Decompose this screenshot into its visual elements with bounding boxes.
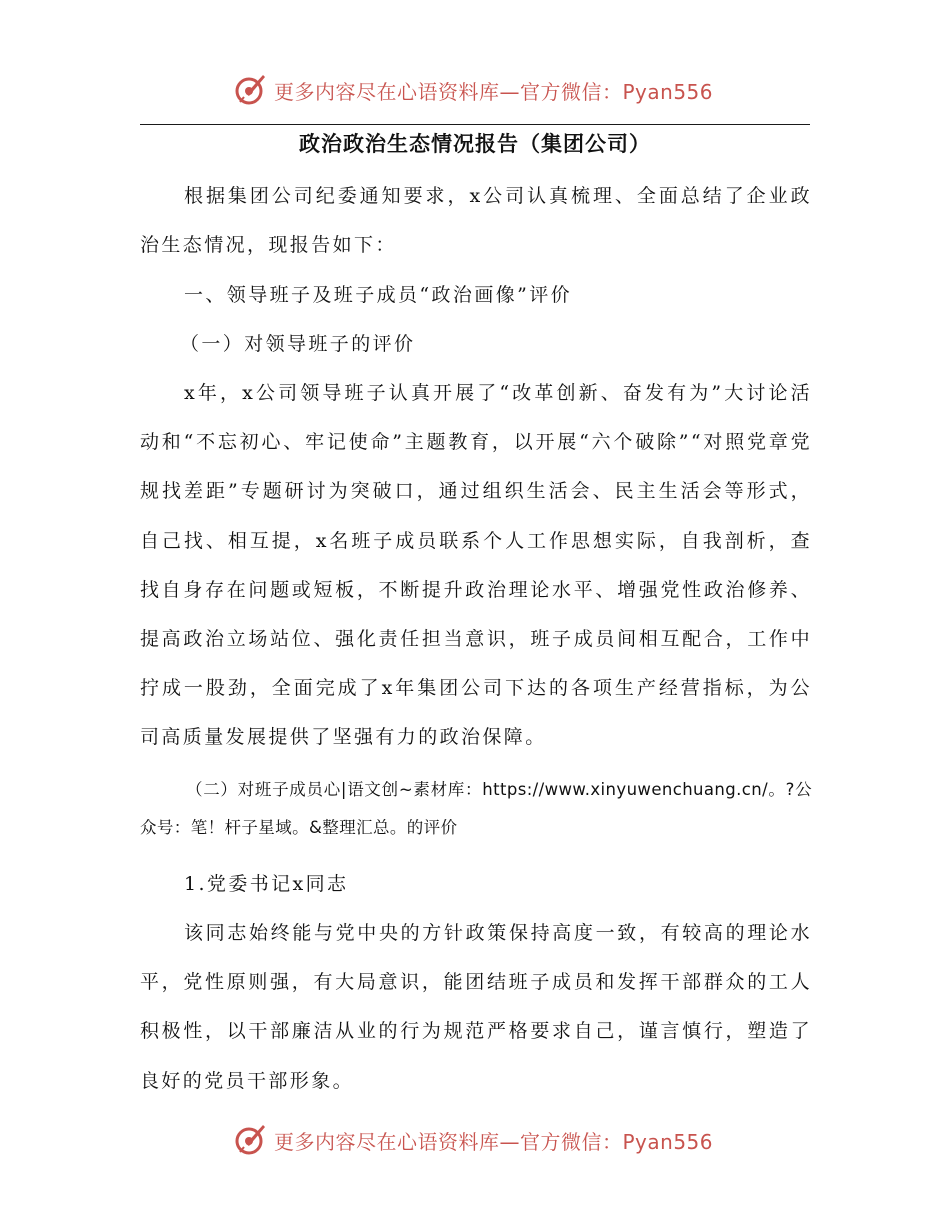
paragraph-secretary: 该同志始终能与党中央的方针政策保持高度一致，有较高的理论水平，党性原则强，有大局意识，能团结班子成员和发挥干部群众的工人积极性，以干部廉洁从业的行为规范严格要求自己，谨言慎行，塑造了良好的党员干部形象。 — [140, 922, 812, 1092]
header-banner-text: 更多内容尽在心语资料库—官方微信：Pyan556 — [274, 79, 714, 104]
quill-logo-icon — [232, 1122, 268, 1158]
subsection-heading-1: （一）对领导班子的评价 — [180, 333, 416, 355]
quill-logo-icon — [232, 72, 268, 108]
subsection-heading-2: （二）对班子成员心|语文创~素材库：https://www.xinyuwenchuang.cn/。?公众号：笔！杆子星域。&整理汇总。的评价 — [140, 780, 812, 837]
footer-banner-text: 更多内容尽在心语资料库—官方微信：Pyan556 — [274, 1129, 714, 1154]
item-heading-1: 1.党委书记x同志 — [184, 873, 349, 895]
header-rule — [140, 124, 810, 125]
footer-banner — [232, 1120, 732, 1160]
header-banner — [232, 70, 732, 110]
section-heading-1: 一、领导班子及班子成员“政治画像”评价 — [184, 284, 573, 306]
paragraph-intro: 根据集团公司纪委通知要求，x公司认真梳理、全面总结了企业政治生态情况，现报告如下： — [140, 185, 812, 257]
page-title: 政治政治生态情况报告（集团公司） — [299, 132, 651, 156]
paragraph-leadership: x年，x公司领导班子认真开展了“改革创新、奋发有为”大讨论活动和“不忘初心、牢记使命”主题教育，以开展“六个破除”“对照党章党规找差距”专题研讨为突破口，通过组织生活会、民主生活会等形式，自己找、相互提，x名班子成员联系个人工作思想实际，自我剖析，查找自身存在问题或短板，不断提升政治理论水平、增强党性政治修养、提高政治立场站位、强化责任担当意识，班子成员间相互配合，工作中拧成一股劲，全面完成了x年集团公司下达的各项生产经营指标，为公司高质量发展提供了坚强有力的政治保障。 — [140, 382, 812, 749]
